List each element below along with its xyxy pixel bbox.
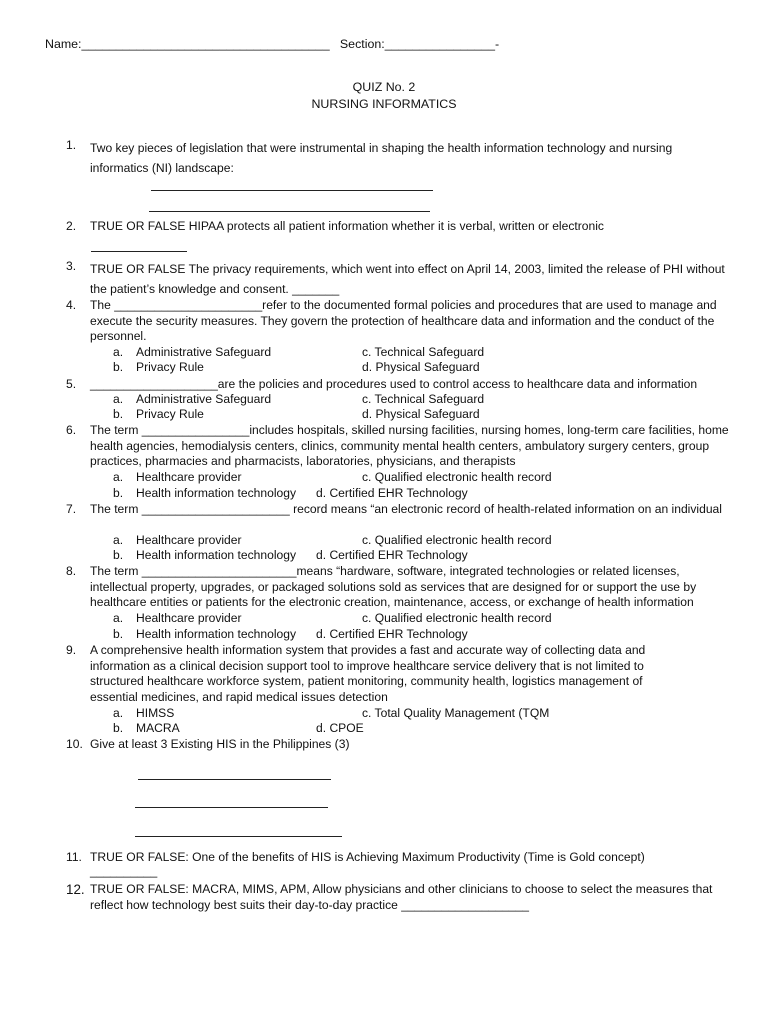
option-b[interactable]: Privacy Rule bbox=[136, 407, 204, 421]
option-letter: a. bbox=[113, 345, 124, 359]
option-letter: a. bbox=[113, 533, 124, 547]
option-letter: b. bbox=[113, 627, 124, 641]
option-letter: b. bbox=[113, 360, 124, 374]
question-number: 10. bbox=[66, 737, 83, 751]
option-b[interactable]: Privacy Rule bbox=[136, 360, 204, 374]
question-number: 7. bbox=[66, 502, 77, 516]
option-a[interactable]: Healthcare provider bbox=[136, 470, 242, 484]
question-number: 4. bbox=[66, 298, 77, 312]
answer-blank[interactable]: __________ bbox=[90, 864, 158, 878]
section-label: Section: bbox=[339, 37, 385, 51]
question-text: The term ______________________ record means “an electronic record of health-related information on an individual bbox=[90, 502, 722, 516]
question-number: 12. bbox=[66, 882, 85, 897]
option-a[interactable]: HIMSS bbox=[136, 706, 175, 720]
option-c[interactable]: c. Total Quality Management (TQM bbox=[362, 706, 550, 720]
question-number: 9. bbox=[66, 643, 77, 657]
question-number: 11. bbox=[66, 850, 82, 864]
answer-blank[interactable] bbox=[138, 779, 331, 780]
question-text: Two key pieces of legislation that were instrumental in shaping the health information technology and nursing informatics (NI) landscape: bbox=[90, 141, 673, 175]
option-a[interactable]: Administrative Safeguard bbox=[136, 345, 272, 359]
answer-blank[interactable] bbox=[149, 211, 430, 212]
option-letter: a. bbox=[113, 470, 124, 484]
option-letter: b. bbox=[113, 721, 124, 735]
option-d[interactable]: d. Physical Safeguard bbox=[362, 407, 480, 421]
question-text: TRUE OR FALSE: One of the benefits of HIS is Achieving Maximum Productivity (Time is Gold concept) bbox=[90, 850, 645, 864]
option-b[interactable]: MACRA bbox=[136, 721, 180, 735]
question-number: 6. bbox=[66, 423, 77, 437]
option-b[interactable]: Health information technology bbox=[136, 486, 297, 500]
option-c[interactable]: c. Technical Safeguard bbox=[362, 345, 485, 359]
subject-title: NURSING INFORMATICS bbox=[311, 97, 457, 111]
question-number: 5. bbox=[66, 377, 77, 391]
question-text: ___________________are the policies and procedures used to control access to healthcare data and information bbox=[90, 377, 698, 391]
question-number: 1. bbox=[66, 138, 77, 152]
option-d[interactable]: d. Physical Safeguard bbox=[362, 360, 480, 374]
option-b[interactable]: Health information technology bbox=[136, 627, 297, 641]
question-text: Give at least 3 Existing HIS in the Philippines (3) bbox=[90, 737, 350, 751]
option-d[interactable]: d. Certified EHR Technology bbox=[316, 486, 468, 500]
option-d[interactable]: d. CPOE bbox=[316, 721, 364, 735]
answer-blank[interactable] bbox=[135, 807, 328, 808]
option-a[interactable]: Healthcare provider bbox=[136, 533, 242, 547]
option-letter: b. bbox=[113, 486, 124, 500]
question-text: TRUE OR FALSE: MACRA, MIMS, APM, Allow physicians and other clinicians to choose to select the measures that reflect how technology best suits their day-to-day practice ___________________ bbox=[90, 882, 713, 912]
answer-blank[interactable] bbox=[151, 190, 433, 191]
option-letter: a. bbox=[113, 706, 124, 720]
answer-blank[interactable] bbox=[91, 251, 187, 252]
option-c[interactable]: c. Qualified electronic health record bbox=[362, 611, 552, 625]
section-blank[interactable]: ________________- bbox=[384, 37, 500, 51]
question-text: TRUE OR FALSE HIPAA protects all patient information whether it is verbal, written or electronic bbox=[90, 219, 604, 233]
option-c[interactable]: c. Technical Safeguard bbox=[362, 392, 485, 406]
option-d[interactable]: d. Certified EHR Technology bbox=[316, 548, 468, 562]
option-a[interactable]: Healthcare provider bbox=[136, 611, 242, 625]
question-text: The term _______________________means “hardware, software, integrated technologies or related licenses, intellectual property, upgrades, or packaged solutions sold as services that are designed for or support the use by healthcare entities or patients for the electronic creation, maintenance, access, or exchange of health information bbox=[90, 564, 697, 610]
question-number: 8. bbox=[66, 564, 77, 578]
option-letter: a. bbox=[113, 392, 124, 406]
question-number: 3. bbox=[66, 259, 77, 273]
name-label: Name: bbox=[45, 37, 82, 51]
option-letter: b. bbox=[113, 407, 124, 421]
answer-blank[interactable] bbox=[135, 836, 342, 837]
option-b[interactable]: Health information technology bbox=[136, 548, 297, 562]
option-letter: b. bbox=[113, 548, 124, 562]
quiz-title: QUIZ No. 2 bbox=[352, 80, 416, 94]
option-d[interactable]: d. Certified EHR Technology bbox=[316, 627, 468, 641]
header bbox=[45, 37, 499, 53]
option-c[interactable]: c. Qualified electronic health record bbox=[362, 533, 552, 547]
option-letter: a. bbox=[113, 611, 124, 625]
option-c[interactable]: c. Qualified electronic health record bbox=[362, 470, 552, 484]
question-text: The ______________________refer to the documented formal policies and procedures that are used to manage and execute the security measures. They govern the protection of healthcare data and information and the conduct of the personnel. bbox=[90, 298, 717, 344]
name-blank[interactable]: ____________________________________ bbox=[81, 37, 330, 51]
option-a[interactable]: Administrative Safeguard bbox=[136, 392, 272, 406]
question-text: The term ________________includes hospitals, skilled nursing facilities, nursing homes, long-term care facilities, home health agencies, hemodialysis centers, clinics, community mental health centers, ambulatory surgery centers, group practices, pharmacies and pharmacists, laboratories, physicians, and therapists bbox=[90, 423, 729, 469]
question-number: 2. bbox=[66, 219, 77, 233]
question-text: TRUE OR FALSE The privacy requirements, which went into effect on April 14, 2003, limited the release of PHI without the patient’s knowledge and consent. _______ bbox=[90, 262, 725, 296]
question-text: A comprehensive health information system that provides a fast and accurate way of collecting data and information as a clinical decision support tool to improve healthcare service delivery that is not limited to structured healthcare workforce system, patient monitoring, community health, logistics management of essential medicines, and rapid medical issues detection bbox=[90, 643, 646, 704]
